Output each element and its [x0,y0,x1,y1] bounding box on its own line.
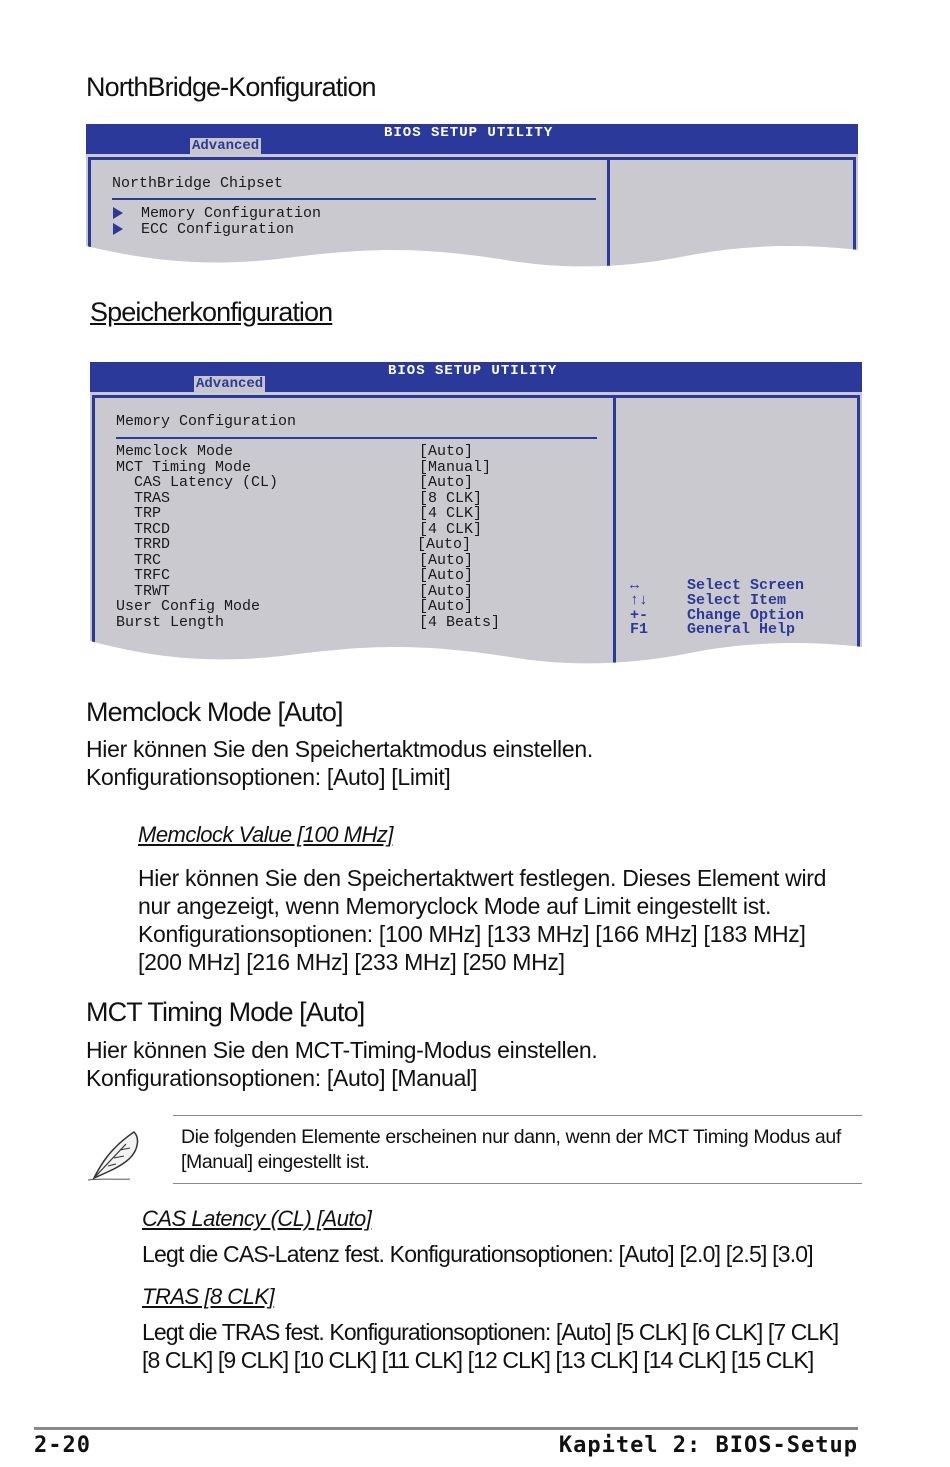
note-top-rule [173,1115,862,1116]
bios-body [90,392,862,668]
text-line: Konfigurationsoptionen: [Auto] [Manual] [86,1065,478,1091]
memclock-heading: Memclock Mode [Auto] [86,697,343,727]
bios-screen-northbridge [86,124,858,274]
submenu-arrow-icon [113,223,123,235]
bios-panel-title: NorthBridge Chipset [112,175,284,192]
bios-setting-value[interactable]: [Auto] [417,536,472,553]
text-line: Die folgenden Elemente erscheinen nur dann, wenn der MCT Timing Modus auf [181,1126,841,1148]
memclock-value-description [138,864,826,976]
help-key-change-option: +- [630,607,649,624]
feather-note-icon [86,1128,146,1184]
help-key-general-help: F1 [630,621,649,638]
text-line: Hier können Sie den Speichertaktwert festlegen. Dieses Element wird [138,865,827,891]
bios-setting-label[interactable]: TRWT [116,582,171,600]
torn-edge [86,238,858,278]
bios-panel-title: Memory Configuration [116,413,297,430]
cas-description [142,1240,813,1268]
bios-title: BIOS SETUP UTILITY [388,363,558,379]
bios-setting-label[interactable]: TRAS [116,489,171,507]
section-heading-memory: Speicherkonfiguration [90,297,333,327]
text-line: [200 MHz] [216 MHz] [233 MHz] [250 MHz] [138,949,565,975]
footer-rule [34,1427,858,1430]
bios-setting-label[interactable]: TRC [116,551,162,569]
text-line: Legt die CAS-Latenz fest. Konfigurationsoptionen: [Auto] [2.0] [2.5] [3.0] [142,1241,813,1267]
text-line: Legt die TRAS fest. Konfigurationsoptionen: [Auto] [5 CLK] [6 CLK] [7 CLK] [142,1319,839,1345]
bios-setting-value[interactable]: [Auto] [419,443,474,460]
help-text-general-help: General Help [687,621,796,638]
bios-setting-label[interactable]: CAS Latency (CL) [116,474,279,491]
bios-setting-value[interactable]: [Auto] [419,567,474,584]
text-line: Konfigurationsoptionen: [100 MHz] [133 MHz] [166 MHz] [183 MHz] [138,921,806,947]
text-line: Hier können Sie den MCT-Timing-Modus einstellen. [86,1037,598,1063]
help-text-change-option: Change Option [687,607,805,624]
bios-panel-underline [112,198,596,200]
help-key-select-screen: ↔ [630,577,640,594]
bios-setting-label[interactable]: TRCD [116,520,171,538]
torn-edge [90,637,862,673]
bios-setting-value[interactable]: [Auto] [419,551,474,569]
text-line: Hier können Sie den Speichertaktmodus einstellen. [86,736,593,762]
bios-panel-underline [116,437,597,439]
bios-menu-item-ecc[interactable]: ECC Configuration [141,221,295,238]
bios-setting-label[interactable]: Memclock Mode [116,443,234,460]
bios-setting-value[interactable]: [4 CLK] [419,505,483,522]
bios-screen-memory [90,362,862,668]
page-number: 2-20 [34,1433,91,1458]
tras-heading: TRAS [8 CLK] [142,1284,275,1309]
bios-setting-value[interactable]: [Auto] [419,582,474,600]
tras-description [142,1318,838,1374]
help-text-select-screen: Select Screen [687,577,805,594]
help-key-select-item: ↑↓ [630,592,649,609]
bios-tab-advanced[interactable]: Advanced [192,138,260,154]
mct-heading: MCT Timing Mode [Auto] [86,997,365,1027]
text-line: [Manual] eingestellt ist. [181,1151,370,1173]
bios-menu-item-memory[interactable]: Memory Configuration [141,205,322,222]
bios-setting-value[interactable]: [4 Beats] [419,613,501,631]
bios-setting-label[interactable]: Burst Length [116,613,225,631]
bios-setting-value[interactable]: [Auto] [419,598,474,615]
bios-setting-value[interactable]: [4 CLK] [419,520,483,538]
bios-setting-value[interactable]: [Manual] [419,458,492,476]
note-bottom-rule [173,1183,862,1184]
bios-setting-label[interactable]: MCT Timing Mode [116,458,252,476]
bios-setting-label[interactable]: User Config Mode [116,598,261,615]
mct-description [86,1036,597,1092]
section-heading-northbridge: NorthBridge-Konfiguration [86,72,376,102]
bios-divider [613,395,616,668]
bios-setting-value[interactable]: [Auto] [419,474,474,491]
cas-heading: CAS Latency (CL) [Auto] [142,1206,372,1231]
text-line: Konfigurationsoptionen: [Auto] [Limit] [86,764,451,790]
chapter-title: Kapitel 2: BIOS-Setup [558,1433,858,1458]
bios-setting-value[interactable]: [8 CLK] [419,489,483,507]
bios-tab-advanced[interactable]: Advanced [196,376,264,392]
note-text [181,1125,841,1175]
memclock-value-heading: Memclock Value [100 MHz] [138,822,393,847]
text-line: nur angezeigt, wenn Memoryclock Mode auf Limit eingestellt ist. [138,893,772,919]
submenu-arrow-icon [113,207,123,219]
text-line: [8 CLK] [9 CLK] [10 CLK] [11 CLK] [12 CLK] [13 CLK] [14 CLK] [15 CLK] [142,1347,814,1373]
bios-setting-label[interactable]: TRRD [116,536,171,553]
bios-title: BIOS SETUP UTILITY [384,125,554,141]
help-text-select-item: Select Item [687,592,787,609]
bios-setting-label[interactable]: TRFC [116,567,171,584]
bios-setting-label[interactable]: TRP [116,505,162,522]
memclock-description [86,735,593,791]
